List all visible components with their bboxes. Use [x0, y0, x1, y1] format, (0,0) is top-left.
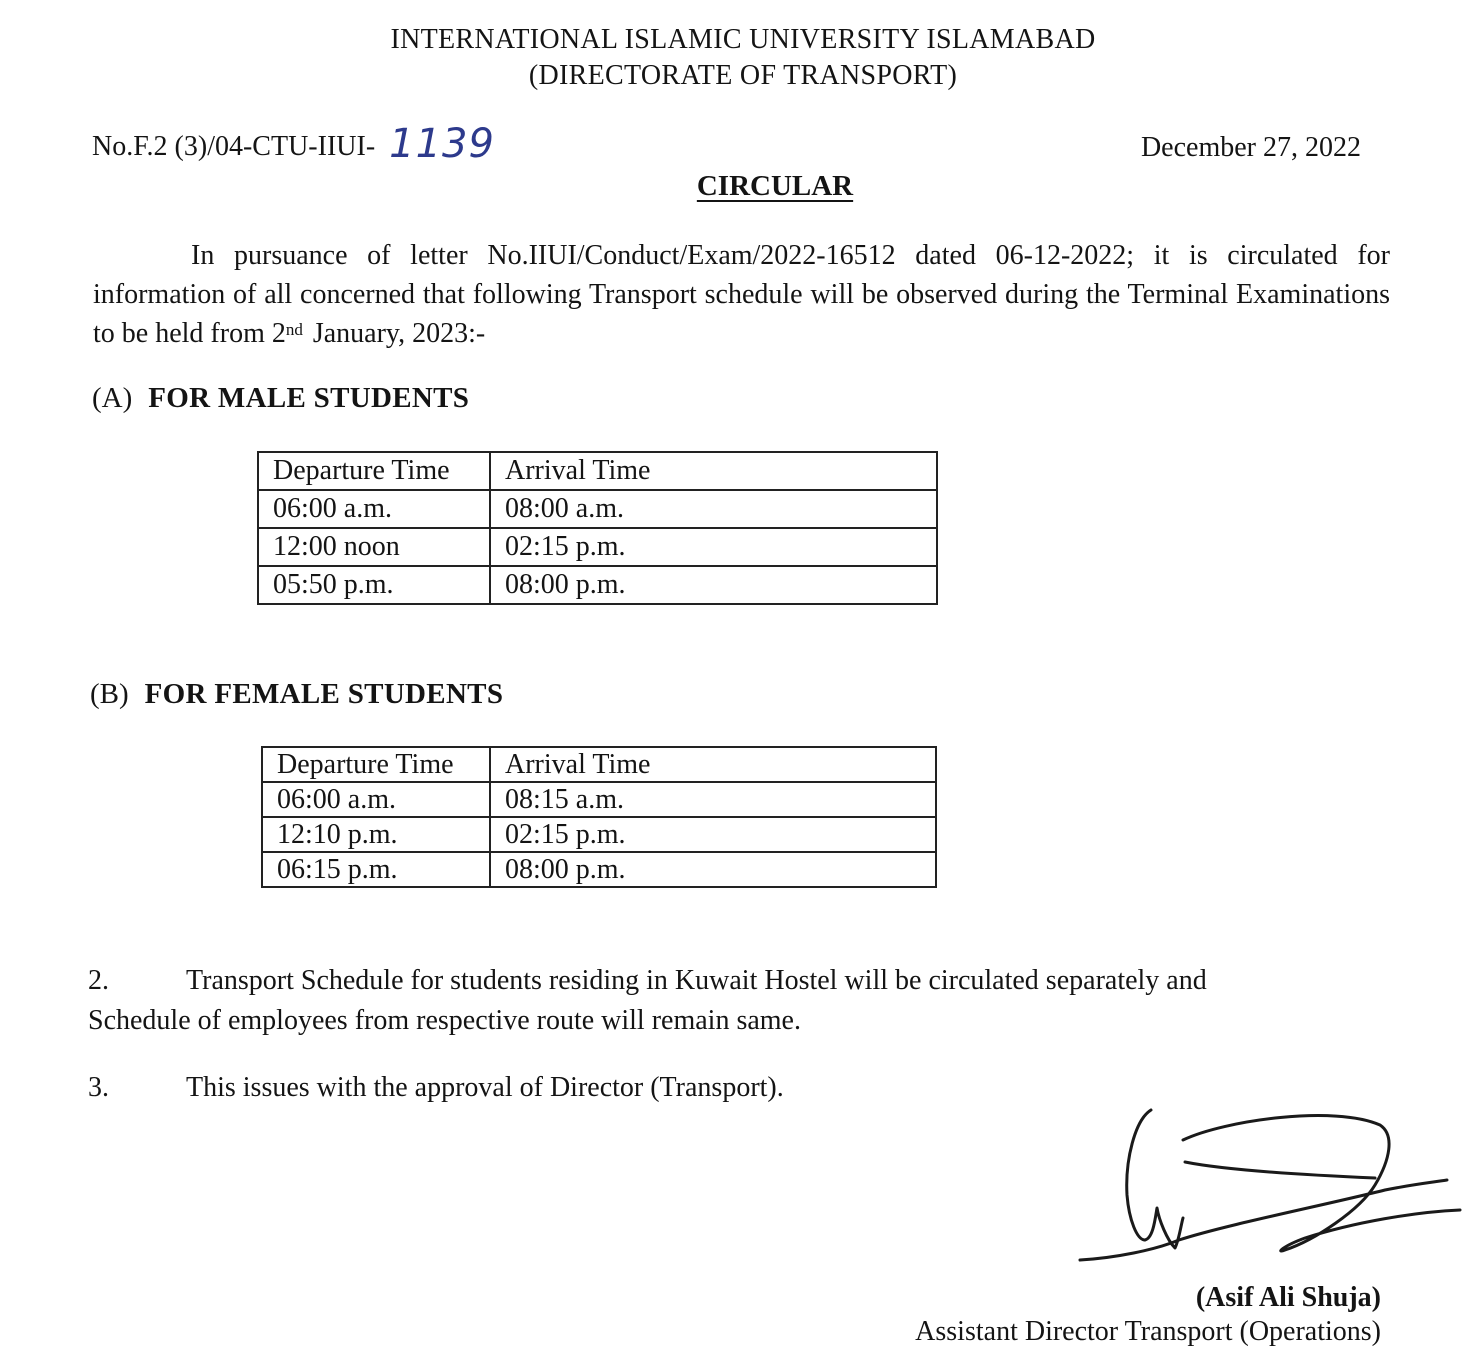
table-row — [262, 852, 936, 887]
table-row — [258, 490, 937, 528]
departure-cell: 06:00 a.m. — [262, 782, 490, 817]
reference-number — [92, 122, 495, 167]
column-header-departure: Departure Time — [258, 452, 490, 490]
paragraph-text: This issues with the approval of Director (Transport). — [186, 1072, 784, 1103]
paragraph-number: 3. — [88, 1072, 109, 1103]
departure-cell: 06:00 a.m. — [258, 490, 490, 528]
directorate-name: (DIRECTORATE OF TRANSPORT) — [528, 60, 958, 91]
reference-prefix: No.F.2 (3)/04-CTU-IIUI- — [92, 131, 376, 162]
intro-text-end: January, 2023:- — [312, 318, 486, 349]
paragraph-number: 2. — [88, 965, 109, 996]
table-header-row — [262, 747, 936, 782]
paragraph-2 — [88, 961, 1303, 1041]
signatory-designation: Assistant Director Transport (Operations) — [915, 1316, 1381, 1347]
column-header-departure: Departure Time — [262, 747, 490, 782]
handwritten-signature — [1075, 1100, 1465, 1270]
intro-text: In pursuance of letter No.IIUI/Conduct/Exam/2022-16512 dated 06-12-2022; it is circulated for information of all concerned that following Transport schedule will be observed during the Terminal Examinations to be held from 2 — [93, 240, 1390, 349]
table-row — [258, 528, 937, 566]
letterhead — [0, 22, 1469, 94]
table-header-row — [258, 452, 937, 490]
male-schedule-table — [257, 451, 938, 605]
departure-cell: 06:15 p.m. — [262, 852, 490, 887]
female-schedule-table — [261, 746, 937, 888]
departure-cell: 05:50 p.m. — [258, 566, 490, 604]
handwritten-reference-number: 1139 — [389, 121, 495, 167]
university-name: INTERNATIONAL ISLAMIC UNIVERSITY ISLAMABAD — [390, 24, 1096, 55]
departure-cell: 12:00 noon — [258, 528, 490, 566]
ordinal-suffix: nd — [285, 320, 303, 339]
column-header-arrival: Arrival Time — [490, 452, 937, 490]
arrival-cell: 08:00 p.m. — [490, 566, 937, 604]
circular-date: December 27, 2022 — [1140, 132, 1361, 163]
section-letter: (B) — [90, 678, 129, 710]
departure-cell: 12:10 p.m. — [262, 817, 490, 852]
signatory-name: (Asif Ali Shuja) — [1195, 1282, 1381, 1313]
arrival-cell: 02:15 p.m. — [490, 817, 936, 852]
section-heading-female — [90, 676, 503, 712]
paragraph-text: Transport Schedule for students residing in Kuwait Hostel will be circulated separately and Schedule of employees from respective route will remain same. — [88, 965, 1207, 1036]
section-title: FOR MALE STUDENTS — [148, 382, 470, 414]
table-row — [262, 817, 936, 852]
document-title: CIRCULAR — [696, 170, 854, 202]
arrival-cell: 08:00 p.m. — [490, 852, 936, 887]
arrival-cell: 08:15 a.m. — [490, 782, 936, 817]
section-heading-male — [92, 380, 469, 416]
section-title: FOR FEMALE STUDENTS — [144, 678, 504, 710]
arrival-cell: 02:15 p.m. — [490, 528, 937, 566]
table-row — [262, 782, 936, 817]
section-letter: (A) — [92, 382, 133, 414]
intro-paragraph — [93, 236, 1390, 353]
table-row — [258, 566, 937, 604]
arrival-cell: 08:00 a.m. — [490, 490, 937, 528]
column-header-arrival: Arrival Time — [490, 747, 936, 782]
